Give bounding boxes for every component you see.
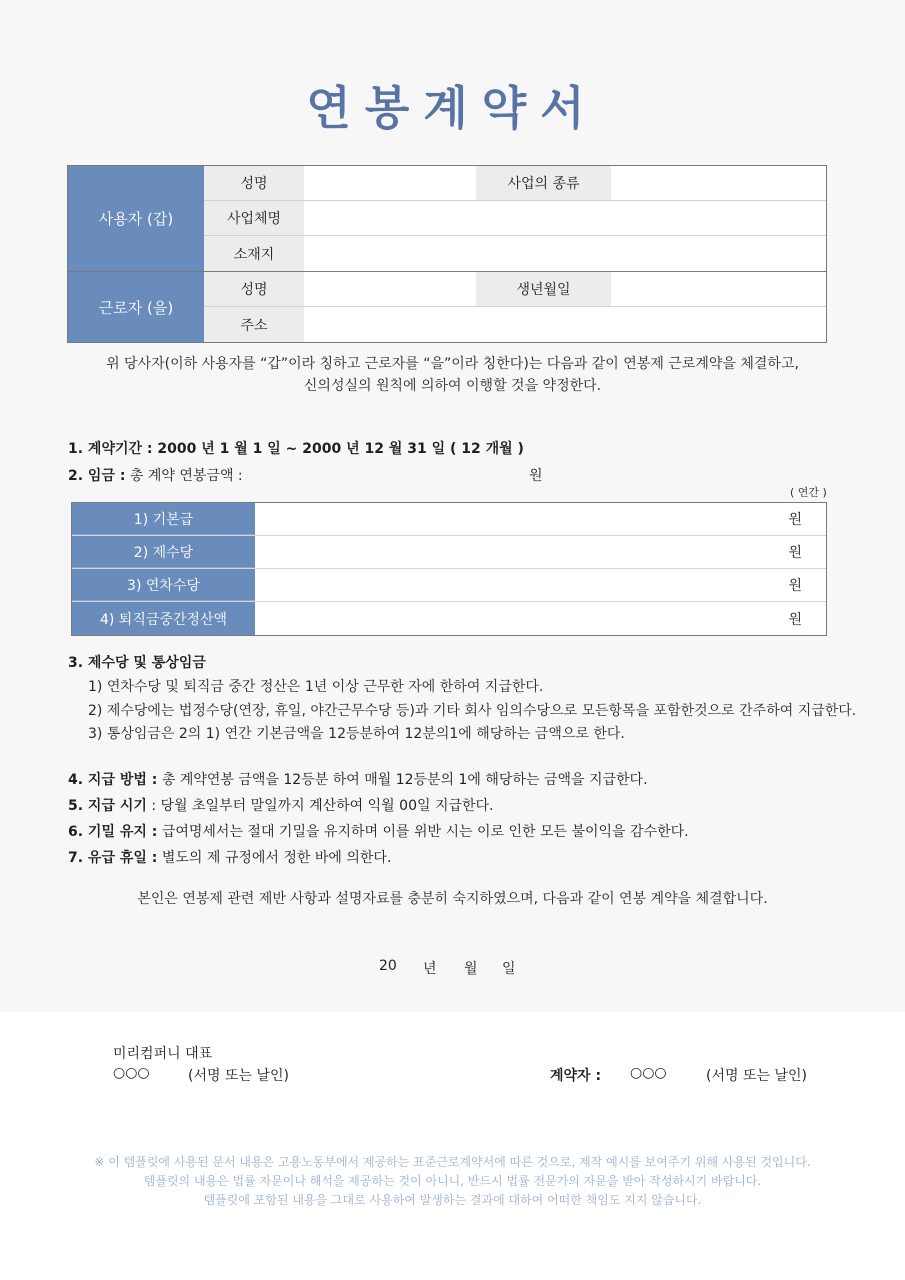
- employee-signature-title: 계약자 :: [550, 1068, 602, 1084]
- clause-payment-method-text: 총 계약연봉 금액을 12등분 하여 매월 12등분의 1에 해당하는 금액을 지급한다.: [157, 772, 648, 788]
- party-info-table: [67, 165, 827, 343]
- employee-name-field[interactable]: [304, 272, 476, 306]
- currency-unit: 원: [788, 611, 802, 628]
- salary-row: [72, 503, 826, 536]
- clause-wage-text: 총 계약 연봉금액 :: [125, 468, 243, 484]
- employer-signature-title: 미리컴퍼니 대표: [113, 1046, 213, 1062]
- employer-label: 사용자 (갑): [68, 166, 204, 271]
- date-month-label: 월: [464, 961, 478, 977]
- clause-wage: [68, 465, 243, 485]
- clause-allowances-item: 3) 통상임금은 2의 1) 연간 기본금액을 12등분하여 12분의1에 해당하는 금액으로 한다.: [88, 726, 625, 742]
- company-address-label: 소재지: [204, 236, 304, 271]
- company-name-field[interactable]: [304, 201, 826, 235]
- employee-address-field[interactable]: [304, 307, 826, 342]
- employee-group: [68, 272, 826, 342]
- employee-label: 근로자 (을): [68, 272, 204, 342]
- currency-unit: 원: [788, 578, 802, 594]
- clause-payment-method-title: 4. 지급 방법 :: [68, 772, 158, 788]
- clause-paid-holidays-title: 7. 유급 휴일 :: [68, 850, 158, 866]
- severance-settlement-label: 4) 퇴직금중간정산액: [72, 602, 255, 635]
- intro-line-2: 신의성실의 원칙에 의하여 이행할 것을 약정한다.: [303, 378, 602, 394]
- business-type-label: 사업의 종류: [476, 166, 611, 200]
- clause-allowances-item: 1) 연차수당 및 퇴직금 중간 정산은 1년 이상 근무한 자에 한하여 지급한다.: [88, 679, 544, 695]
- base-salary-label: 1) 기본급: [72, 503, 255, 535]
- clause-confidentiality-text: 급여명세서는 절대 기밀을 유지하며 이를 위반 시는 이로 인한 모든 불이익을 감수한다.: [157, 824, 689, 840]
- employer-group: [68, 166, 826, 272]
- employee-name-row: [204, 272, 826, 307]
- document-title: 연봉계약서: [306, 81, 599, 135]
- intro-paragraph: [0, 353, 905, 397]
- base-salary-field[interactable]: [255, 503, 826, 535]
- clause-confidentiality: [68, 821, 689, 841]
- declaration-text: 본인은 연봉제 관련 제반 사항과 설명자료를 충분히 숙지하였으며, 다음과 같이 연봉 계약을 체결합니다.: [137, 891, 768, 907]
- date-year-prefix: 20: [379, 958, 397, 974]
- employee-sign-note: (서명 또는 날인): [706, 1068, 807, 1084]
- contract-date: [379, 958, 516, 978]
- business-type-field[interactable]: [611, 166, 826, 200]
- notice-line-2: 템플릿의 내용은 법률 자문이나 해석을 제공하는 것이 아니니, 반드시 법률 전문가의 자문을 받아 작성하시기 바랍니다.: [143, 1174, 762, 1188]
- salary-breakdown-table: [71, 502, 827, 636]
- date-year-label: 년: [423, 961, 437, 977]
- clause-payment-timing: [68, 795, 494, 815]
- company-address-field[interactable]: [304, 236, 826, 271]
- annual-leave-allowance-field[interactable]: [255, 569, 826, 601]
- clause-payment-timing-title: 5. 지급 시기: [68, 798, 147, 814]
- intro-line-1: 위 당사자(이하 사용자를 “갑”이라 칭하고 근로자를 “을”이라 칭한다)는 다음과 같이 연봉제 근로계약을 체결하고,: [106, 356, 799, 372]
- annual-note: ( 연간 ): [790, 486, 827, 499]
- birthdate-field[interactable]: [611, 272, 826, 306]
- annual-leave-allowance-label: 3) 연차수당: [72, 569, 255, 601]
- salary-row: [72, 536, 826, 569]
- employer-sign-note: (서명 또는 날인): [188, 1068, 289, 1084]
- severance-settlement-field[interactable]: [255, 602, 826, 635]
- currency-unit: 원: [788, 545, 802, 561]
- employee-signature-name[interactable]: ○○○: [630, 1065, 667, 1081]
- clause-paid-holidays: [68, 847, 391, 867]
- clause-payment-timing-text: : 당월 초일부터 말일까지 계산하여 익월 00일 지급한다.: [146, 798, 494, 814]
- notice-line-1: ※ 이 템플릿에 사용된 문서 내용은 고용노동부에서 제공하는 표준근로계약서에 따른 것으로, 제작 예시를 보여주기 위해 사용된 것입니다.: [94, 1155, 811, 1169]
- salary-row: [72, 602, 826, 635]
- clause-allowances-title: 3. 제수당 및 통상임금: [68, 655, 206, 671]
- allowances-label: 2) 제수당: [72, 536, 255, 568]
- employer-name-row: [204, 166, 826, 201]
- allowances-field[interactable]: [255, 536, 826, 568]
- employer-name-field[interactable]: [304, 166, 476, 200]
- employer-signature-name[interactable]: ○○○: [113, 1065, 150, 1081]
- clause-payment-method: [68, 769, 648, 789]
- clause-contract-period: 1. 계약기간 : 2000 년 1 월 1 일 ~ 2000 년 12 월 31 일 ( 12 개월 ): [68, 441, 524, 457]
- employee-address-label: 주소: [204, 307, 304, 342]
- company-name-row: [204, 201, 826, 236]
- clause-confidentiality-title: 6. 기밀 유지 :: [68, 824, 158, 840]
- company-name-label: 사업체명: [204, 201, 304, 235]
- date-day-label: 일: [502, 961, 516, 977]
- currency-unit: 원: [788, 512, 802, 528]
- company-address-row: [204, 236, 826, 271]
- notice-line-3: 템플릿에 포함된 내용을 그대로 사용하여 발생하는 결과에 대하여 어떠한 책임도 지지 않습니다.: [203, 1193, 702, 1207]
- employer-name-label: 성명: [204, 166, 304, 200]
- employee-address-row: [204, 307, 826, 342]
- total-salary-unit: 원: [529, 468, 543, 484]
- template-notice: [0, 1153, 905, 1210]
- birthdate-label: 생년월일: [476, 272, 611, 306]
- clause-paid-holidays-text: 별도의 제 규정에서 정한 바에 의한다.: [157, 850, 392, 866]
- employee-name-label: 성명: [204, 272, 304, 306]
- salary-row: [72, 569, 826, 602]
- clause-wage-title: 2. 임금 :: [68, 468, 126, 484]
- clause-allowances-item: 2) 제수당에는 법정수당(연장, 휴일, 야간근무수당 등)과 기타 회사 임의수당으로 모든항목을 포함한것으로 간주하여 지급한다.: [88, 703, 857, 719]
